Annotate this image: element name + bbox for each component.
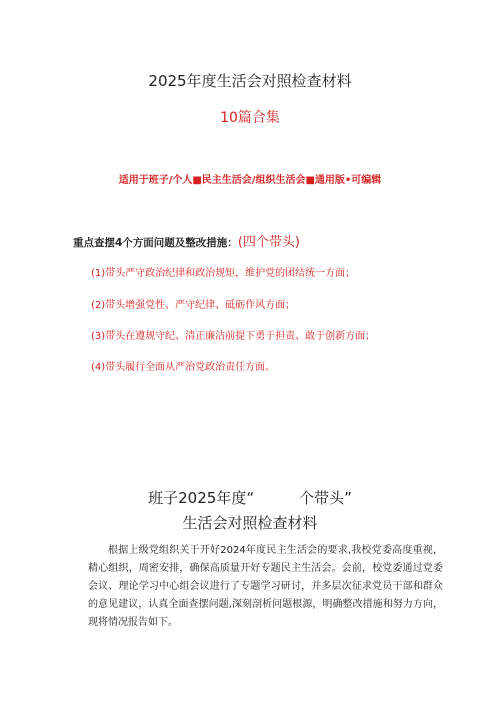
body-paragraph: 根据上级党组织关于开好2024年度民主生活会的要求,我校党委高度重视，精心组织，周密安排，确保高质量开好专题民主生活会。会前，校党委通过党委会议、理论学习中心组会议进行了专题学习研讨，并多层次征求党员干部和群众的意见建议，认真全面查摆问题,深刻剖析问题根源，明确整改措施和努力方向，现将情况报告如下。 xyxy=(88,545,443,628)
focus-heading-text: 重点查摆4个方面问题及整改措施： xyxy=(73,237,238,249)
doc-title: 2025年度生活会对照检查材料 xyxy=(148,72,352,90)
focus-item: (1)带头严守政治纪律和政治规矩，维护党的团结统一方面； xyxy=(91,268,356,279)
report-title-line-1: 班子2025年度“ 个带头” xyxy=(148,489,352,507)
focus-item: (4)带头履行全面从严治党政治责任方面。 xyxy=(91,362,276,373)
focus-item: (2)带头增强党性、严守纪律、砥砺作风方面； xyxy=(91,300,296,311)
doc-subtitle: 10篇合集 xyxy=(220,110,280,126)
scope-line: 适用于班子/个人■民主生活会/组织生活会■通用版•可编辑 xyxy=(118,175,382,186)
focus-heading xyxy=(73,231,300,250)
focus-item: (3)带头在遵规守纪、清正廉洁前提下勇于担责、敢于创新方面； xyxy=(91,331,376,342)
report-title-line-2: 生活会对照检查材料 xyxy=(182,514,318,532)
focus-heading-emphasis: (四个带头) xyxy=(237,235,300,250)
